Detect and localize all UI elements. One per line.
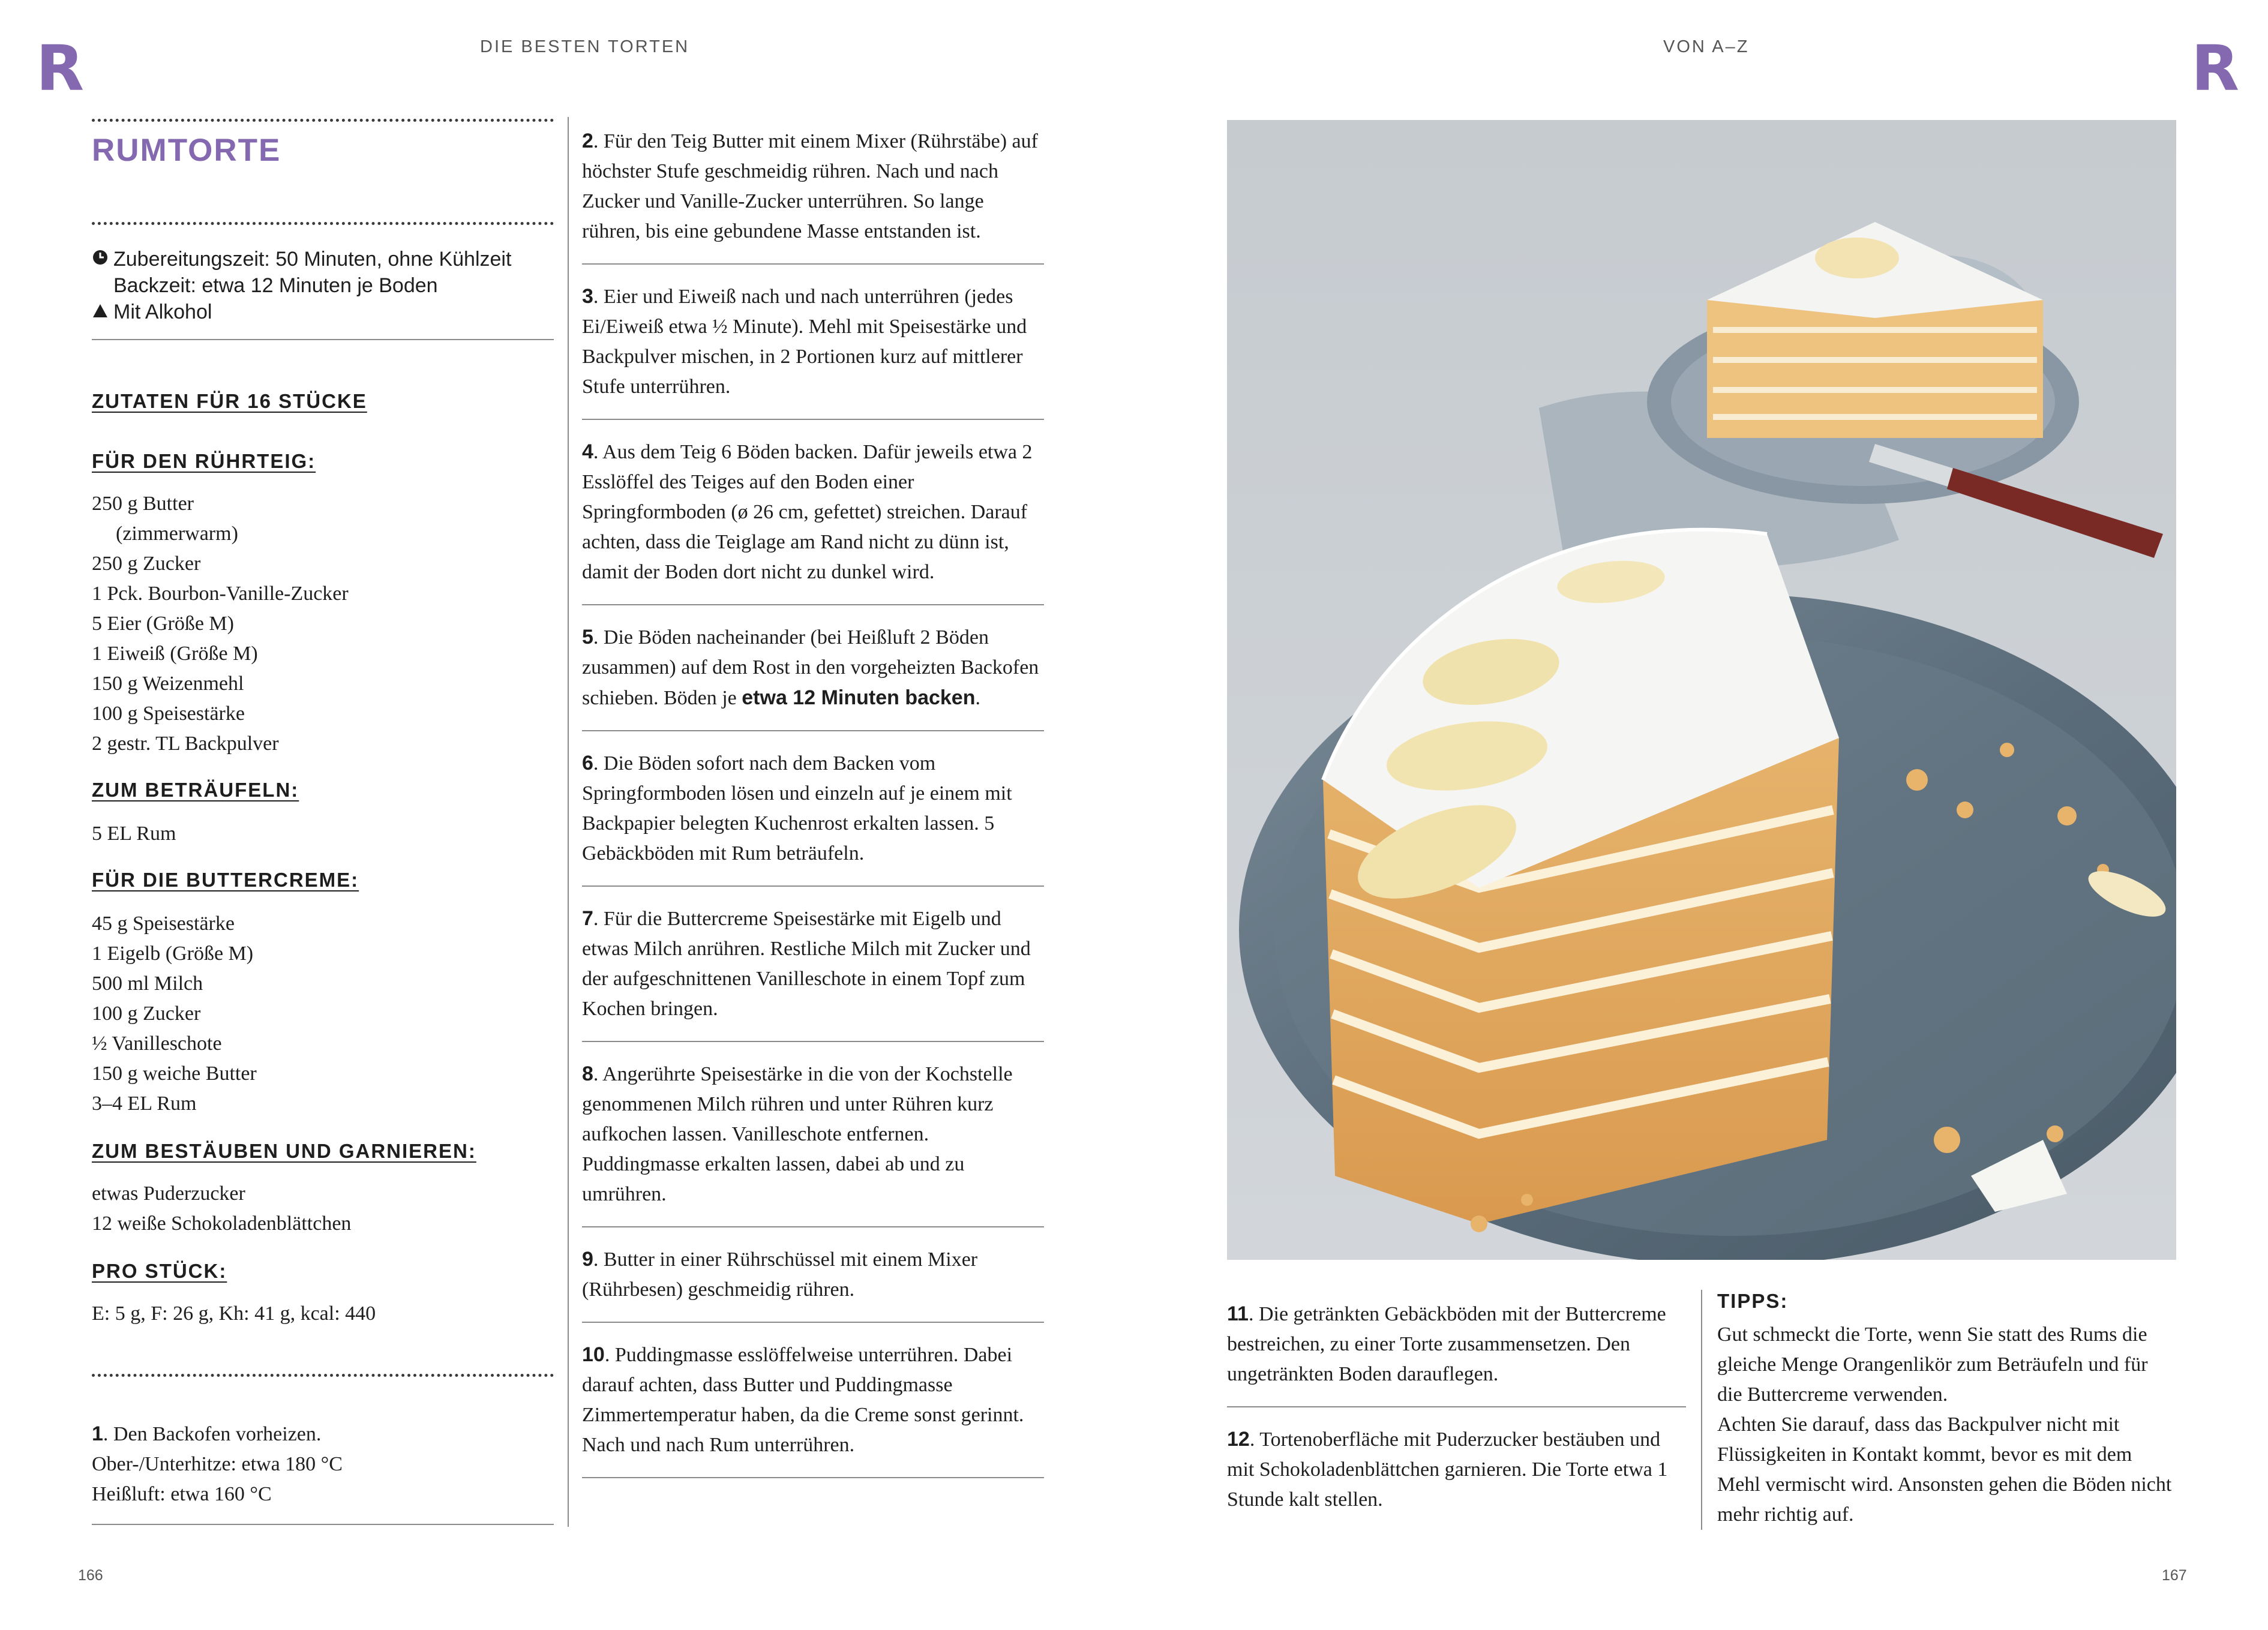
step-number: 12 [1227, 1428, 1250, 1451]
ingredient-item: 1 Pck. Bourbon-Vanille-Zucker [92, 583, 349, 605]
step-number: 11 [1227, 1302, 1249, 1325]
steps-column [582, 126, 1044, 1478]
ingredient-list [92, 489, 349, 759]
warning-triangle-icon [92, 299, 113, 325]
dotted-divider [92, 222, 554, 225]
step-9 [582, 1227, 1044, 1323]
section-letter-right: R [2191, 32, 2240, 105]
section-letter-left: R [36, 32, 85, 105]
ingredient-item: 500 ml Milch [92, 972, 203, 995]
ingredient-item: 150 g weiche Butter [92, 1062, 257, 1085]
recipe-title: RUMTORTE [92, 133, 281, 168]
page-number-right: 167 [2162, 1567, 2187, 1584]
step-text: . Für die Buttercreme Speisestärke mit Eigelb und etwas Milch anrühren. Restliche Milch mit Zucker und der aufgeschnittenen Vanilleschote in einem Topf zum Kochen bringen. [582, 908, 1031, 1020]
ingredient-item: (zimmerwarm) [116, 523, 238, 545]
nutrition-values [92, 1299, 376, 1329]
alcohol-note: Mit Alkohol [113, 301, 212, 323]
step-number: 7 [582, 907, 593, 930]
ingredient-item: 45 g Speisestärke [92, 912, 235, 935]
ingredient-item: 5 EL Rum [92, 822, 176, 845]
ingredient-item: 100 g Zucker [92, 1002, 201, 1025]
ingredient-item: 5 Eier (Größe M) [92, 613, 234, 635]
step-2 [582, 126, 1044, 265]
step-4 [582, 420, 1044, 605]
ingredient-item: 3–4 EL Rum [92, 1092, 197, 1115]
ingredient-list [92, 909, 257, 1119]
step-text: . Tortenoberfläche mit Puderzucker bestäuben und mit Schokoladenblättchen garnieren. Die Torte etwa 1 Stunde kalt stellen. [1227, 1428, 1668, 1511]
ingredient-item: 250 g Butter [92, 493, 194, 515]
step-number: 9 [582, 1248, 593, 1271]
tips-heading: TIPPS: [1717, 1290, 1789, 1312]
steps-column-right [1227, 1299, 1686, 1532]
dotted-divider [92, 1374, 554, 1377]
nutrition-item: E: 5 g, F: 26 g, Kh: 41 g, kcal: 440 [92, 1302, 376, 1325]
step-number: 2 [582, 130, 593, 152]
step-text: . Den Backofen vorheizen. [103, 1423, 322, 1445]
prep-time: Zubereitungszeit: 50 Minuten, ohne Kühlzeit [113, 248, 512, 271]
ingredient-item: 2 gestr. TL Backpulver [92, 733, 279, 755]
step-number: 5 [582, 626, 593, 649]
step-text: . Eier und Eiweiß nach und nach unterrühren (jedes Ei/Eiweiß etwa ½ Minute). Mehl mit Speisestärke und Backpulver mischen, in 2 Portionen kurz auf mittlerer Stufe unterrühren. [582, 286, 1027, 398]
divider [92, 339, 554, 340]
column-separator [1701, 1290, 1702, 1530]
step-8 [582, 1042, 1044, 1227]
ingredient-list [92, 1179, 351, 1239]
ingredient-heading: ZUM BESTÄUBEN UND GARNIEREN: [92, 1140, 476, 1162]
step-12 [1227, 1407, 1686, 1532]
step-text: . Die Böden nacheinander (bei Heißluft 2 Böden zusammen) auf dem Rost in den vorgeheizten Backofen schieben. Böden je [582, 626, 1039, 709]
step-10 [582, 1323, 1044, 1478]
ingredient-heading: FÜR DEN RÜHRTEIG: [92, 450, 316, 472]
step-text: . Aus dem Teig 6 Böden backen. Dafür jeweils etwa 2 Esslöffel des Teiges auf den Boden einer Springformboden (ø 26 cm, gefettet) streichen. Darauf achten, dass die Teiglage am Rand nicht zu dünn ist, damit der Boden dort nicht zu dunkel wird. [582, 441, 1033, 583]
step-3 [582, 265, 1044, 420]
step-number: 8 [582, 1062, 593, 1085]
recipe-meta [92, 246, 554, 325]
step-5 [582, 605, 1044, 731]
step-text: . Angerührte Speisestärke in die von der Kochstelle genommenen Milch rühren und unter Rühren kurz aufkochen lassen. Vanilleschote entfernen. Puddingmasse erkalten lassen, dabei ab und zu umrühren. [582, 1063, 1013, 1205]
step-text: Heißluft: etwa 160 °C [92, 1483, 272, 1505]
tips-paragraph: Achten Sie darauf, dass das Backpulver nicht mit Flüssigkeiten in Kontakt kommt, bevor es mit dem Mehl vermischt wird. Ansonsten gehen die Böden nicht mehr richtig auf. [1717, 1413, 2172, 1526]
ingredient-item: etwas Puderzucker [92, 1182, 245, 1205]
running-head-right: VON A–Z [1663, 37, 1750, 56]
divider [92, 1524, 554, 1525]
clock-icon [92, 246, 113, 272]
step-text: . Puddingmasse esslöffelweise unterrühren. Dabei darauf achten, dass Butter und Puddingmasse Zimmertemperatur haben, da die Creme sonst gerinnt. Nach und nach Rum unterrühren. [582, 1344, 1024, 1456]
step-text: . [975, 687, 980, 709]
ingredient-item: 100 g Speisestärke [92, 703, 245, 725]
ingredient-heading: ZUM BETRÄUFELN: [92, 779, 299, 801]
running-head-left: DIE BESTEN TORTEN [480, 37, 690, 56]
dotted-divider [92, 119, 554, 122]
ingredient-list [92, 819, 176, 849]
page-number-left: 166 [78, 1567, 103, 1584]
step-11 [1227, 1299, 1686, 1407]
step-highlight: etwa 12 Minuten backen [742, 686, 976, 709]
step-number: 1 [92, 1422, 103, 1445]
ingredient-item: 1 Eigelb (Größe M) [92, 942, 254, 965]
tips-paragraph: Gut schmeckt die Torte, wenn Sie statt des Rums die gleiche Menge Orangenlikör zum Beträufeln und für die Buttercreme verwenden. [1717, 1323, 2148, 1406]
ingredient-item: 250 g Zucker [92, 553, 201, 575]
step-text: . Die Böden sofort nach dem Backen vom Springformboden lösen und einzeln auf je einem mit Backpapier belegten Kuchenrost erkalten lassen. 5 Gebäckböden mit Rum beträufeln. [582, 752, 1012, 864]
step-number: 4 [582, 440, 593, 463]
bake-time: Backzeit: etwa 12 Minuten je Boden [113, 274, 438, 297]
ingredient-item: 150 g Weizenmehl [92, 673, 244, 695]
ingredient-heading: FÜR DIE BUTTERCREME: [92, 869, 359, 891]
step-1 [92, 1419, 554, 1509]
step-text: . Butter in einer Rührschüssel mit einem Mixer (Rührbesen) geschmeidig rühren. [582, 1248, 978, 1301]
step-number: 10 [582, 1343, 605, 1366]
ingredient-item: 12 weiße Schokoladenblättchen [92, 1212, 352, 1235]
step-6 [582, 731, 1044, 887]
step-text: . Die getränkten Gebäckböden mit der Buttercreme bestreichen, zu einer Torte zusammensetzen. Den ungetränkten Boden darauflegen. [1227, 1303, 1666, 1385]
ingredient-item: ½ Vanilleschote [92, 1032, 222, 1055]
ingredient-item: 1 Eiweiß (Größe M) [92, 643, 258, 665]
step-text: . Für den Teig Butter mit einem Mixer (Rührstäbe) auf höchster Stufe geschmeidig rühren. Nach und nach Zucker und Vanille-Zucker unterrühren. So lange rühren, bis eine gebundene Masse entstanden ist. [582, 130, 1038, 242]
step-text: Ober-/Unterhitze: etwa 180 °C [92, 1453, 343, 1475]
tips-box [1717, 1290, 2176, 1530]
column-separator [568, 117, 569, 1527]
step-7 [582, 887, 1044, 1042]
cake-photo [1227, 120, 2176, 1260]
step-number: 6 [582, 752, 593, 775]
nutrition-heading: PRO STÜCK: [92, 1260, 227, 1282]
yield-heading: ZUTATEN FÜR 16 STÜCKE [92, 390, 367, 412]
step-number: 3 [582, 285, 593, 308]
